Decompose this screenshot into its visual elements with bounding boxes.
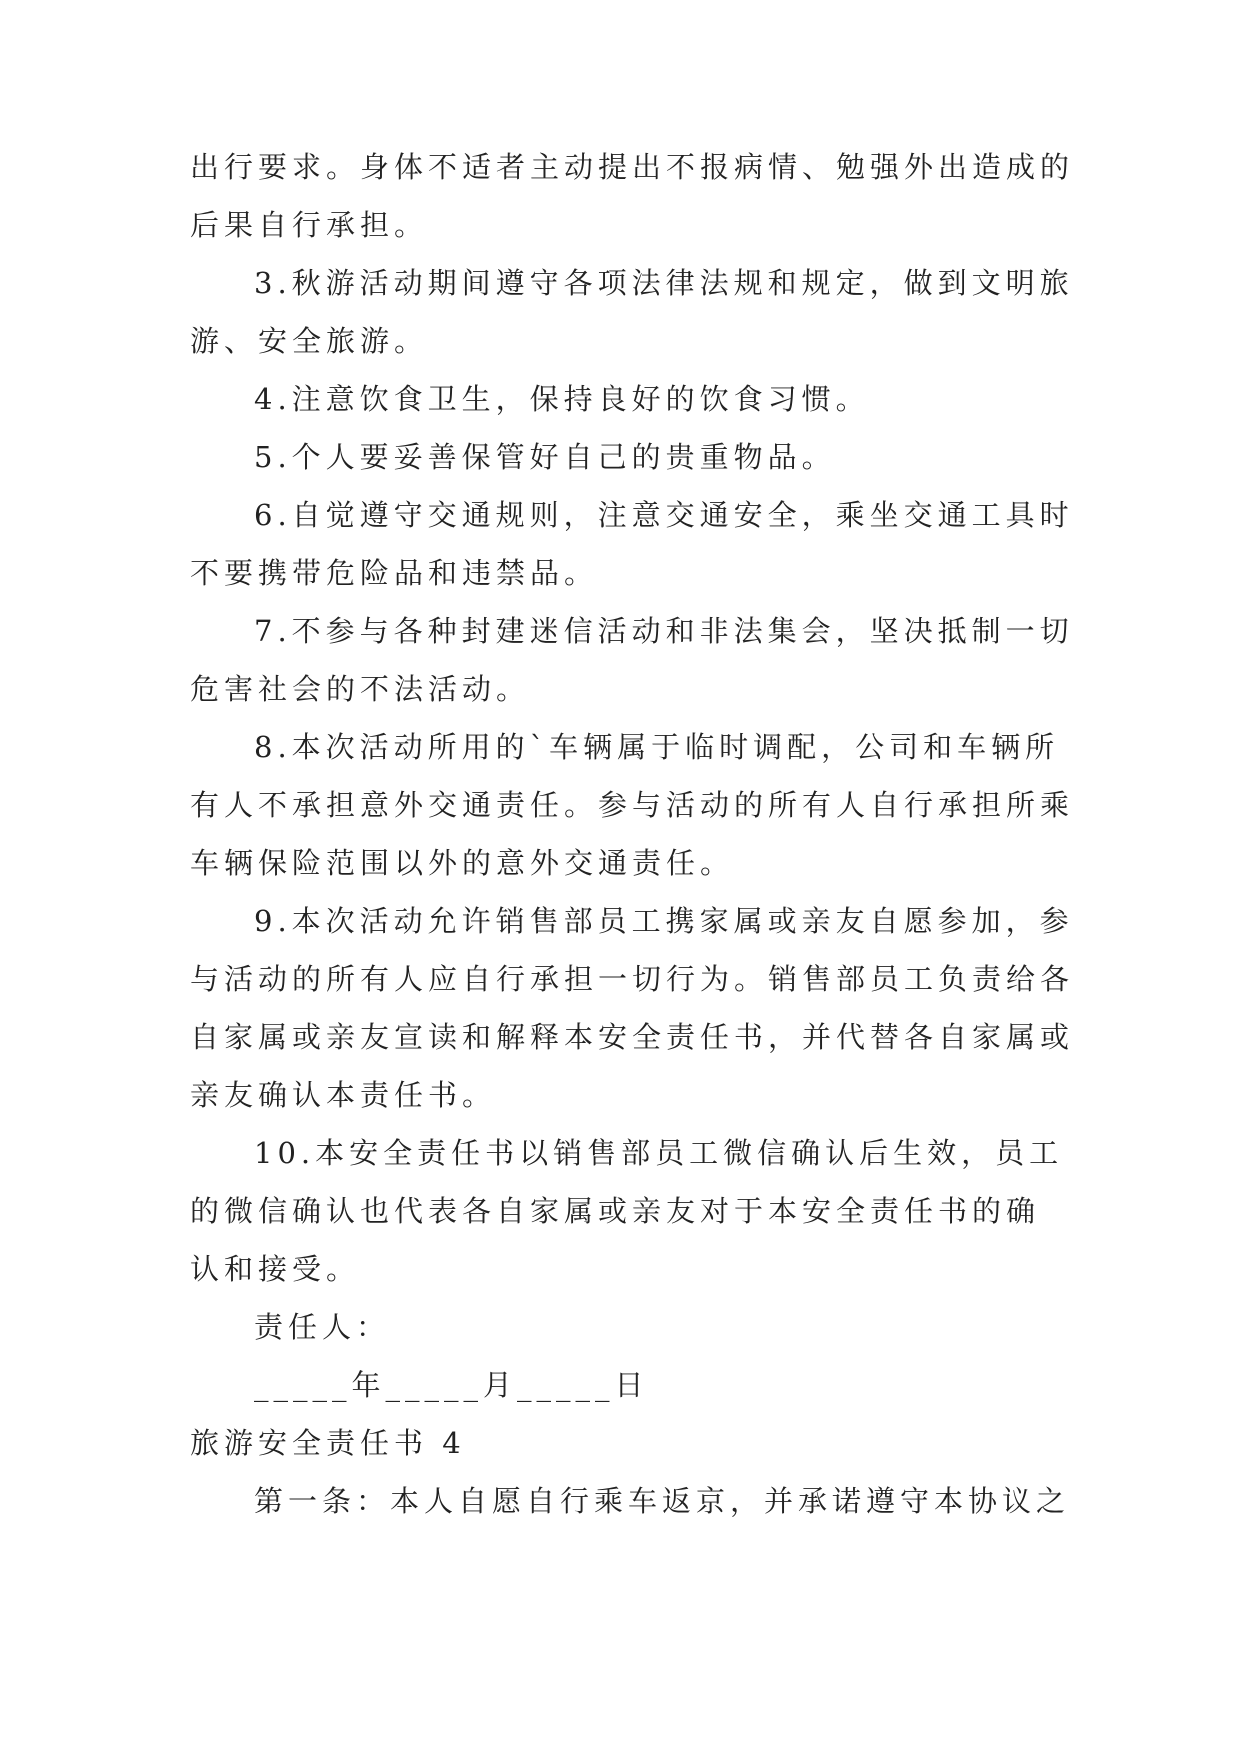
paragraph-line: 不要携带危险品和违禁品。 <box>190 556 599 590</box>
list-item-6: 6.自觉遵守交通规则，注意交通安全，乘坐交通工具时 <box>254 498 1074 532</box>
paragraph-line: 危害社会的不法活动。 <box>190 672 531 706</box>
section-heading: 旅游安全责任书 4 <box>190 1426 466 1460</box>
paragraph-line: 车辆保险范围以外的意外交通责任。 <box>190 846 735 880</box>
list-item-9: 9.本次活动允许销售部员工携家属或亲友自愿参加，参 <box>254 904 1074 938</box>
paragraph-line: 认和接受。 <box>190 1252 361 1286</box>
list-item-10: 10.本安全责任书以销售部员工微信确认后生效，员工 <box>254 1136 1064 1170</box>
paragraph-line: 有人不承担意外交通责任。参与活动的所有人自行承担所乘 <box>190 788 1075 822</box>
paragraph-line: 亲友确认本责任书。 <box>190 1078 497 1112</box>
list-item-5: 5.个人要妥善保管好自己的贵重物品。 <box>254 440 836 474</box>
paragraph-line: 后果自行承担。 <box>190 208 429 242</box>
list-item-8: 8.本次活动所用的`车辆属于临时调配，公司和车辆所 <box>254 730 1060 764</box>
paragraph-line: 出行要求。身体不适者主动提出不报病情、勉强外出造成的 <box>190 150 1075 184</box>
list-item-7: 7.不参与各种封建迷信活动和非法集会，坚决抵制一切 <box>254 614 1074 648</box>
responsible-person-label: 责任人： <box>254 1310 391 1344</box>
list-item-4: 4.注意饮食卫生，保持良好的饮食习惯。 <box>254 382 870 416</box>
paragraph-line: 自家属或亲友宣读和解释本安全责任书，并代替各自家属或 <box>190 1020 1075 1054</box>
paragraph-line: 与活动的所有人应自行承担一切行为。销售部员工负责给各 <box>190 962 1075 996</box>
paragraph-line: 的微信确认也代表各自家属或亲友对于本安全责任书的确 <box>190 1194 1041 1228</box>
paragraph-line: 游、安全旅游。 <box>190 324 429 358</box>
date-line: _____年_____月_____日 <box>254 1368 649 1402</box>
list-item-3: 3.秋游活动期间遵守各项法律法规和规定，做到文明旅 <box>254 266 1074 300</box>
article-1: 第一条：本人自愿自行乘车返京，并承诺遵守本协议之 <box>254 1484 1071 1518</box>
